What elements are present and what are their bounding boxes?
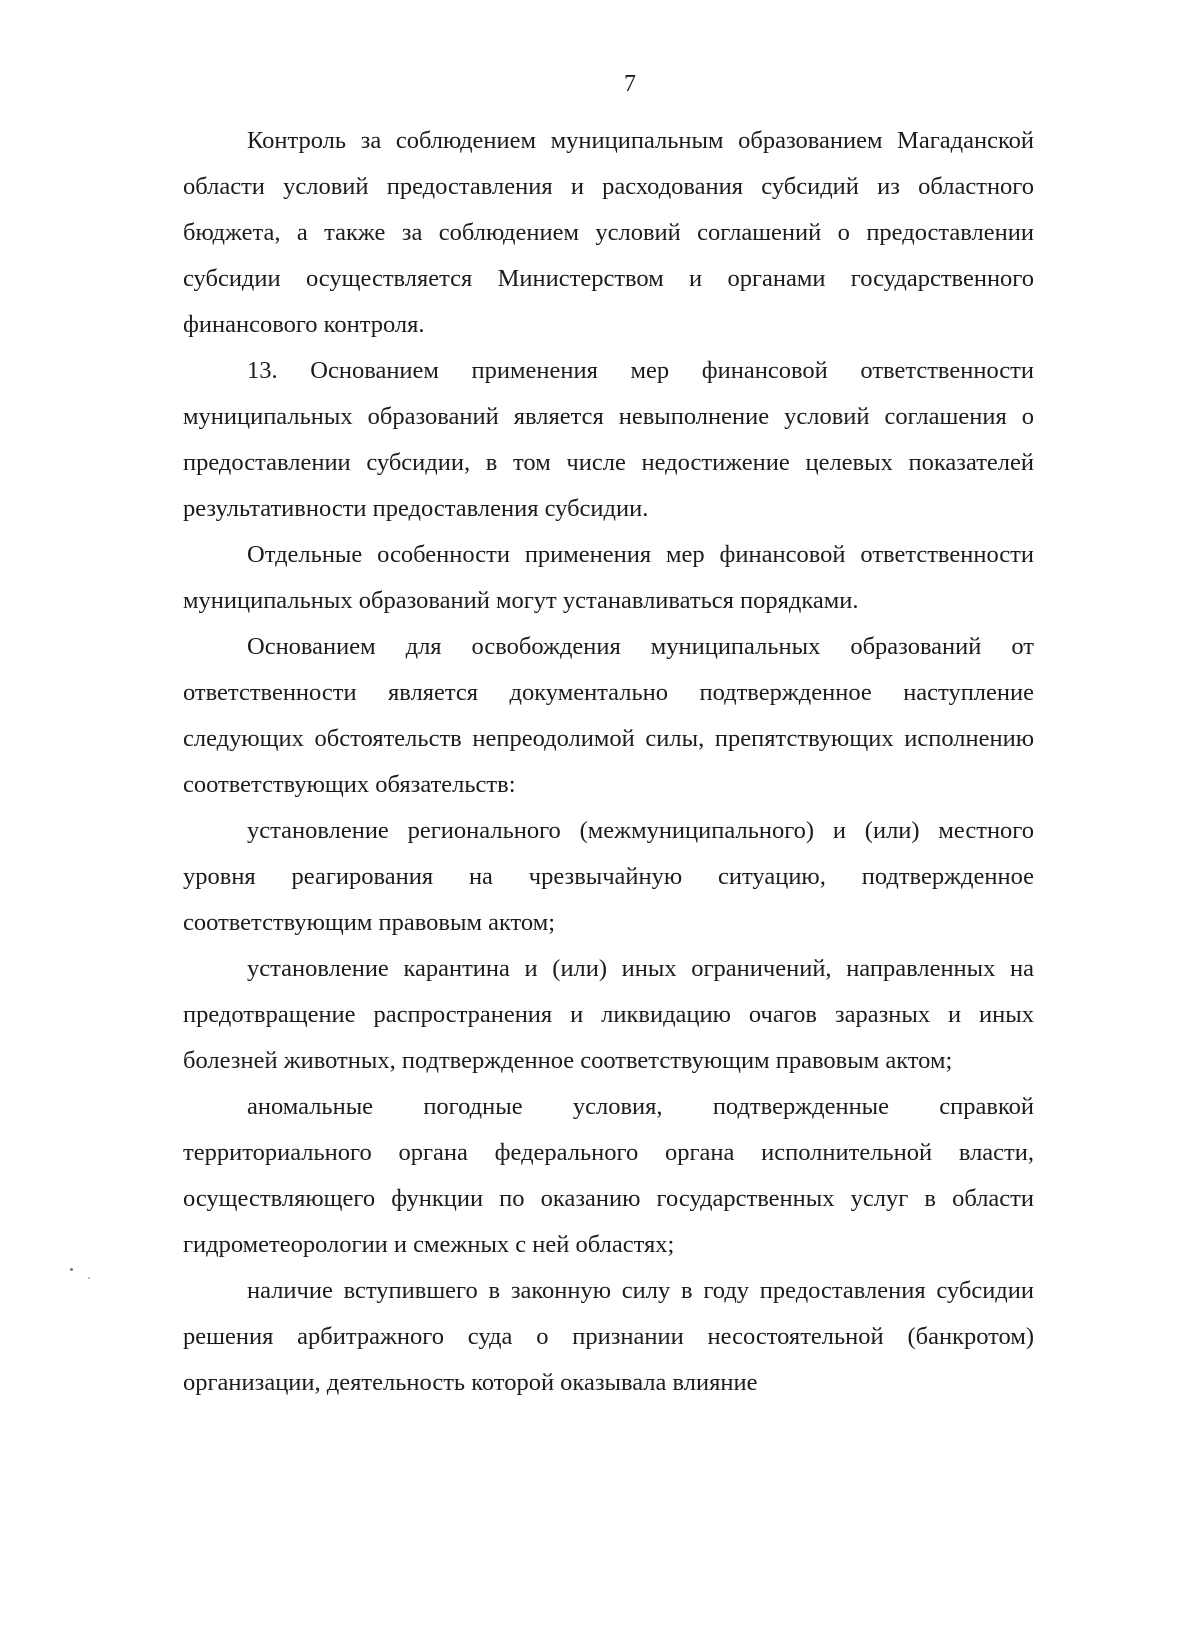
document-body (183, 118, 1034, 1406)
paragraph-special-features: Отдельные особенности применения мер финансовой ответственности муниципальных образований могут устанавливаться порядками. (183, 541, 1034, 614)
paragraph-bankruptcy: наличие вступившего в законную силу в году предоставления субсидии решения арбитражного суда о признании несостоятельной (банкротом) организации, деятельность которой оказывала влияние (183, 1277, 1034, 1396)
paragraph-weather: аномальные погодные условия, подтвержденные справкой территориального органа федерального органа исполнительной власти, осуществляющего функции по оказанию государственных услуг в области гидрометеорологии и смежных с ней областях; (183, 1093, 1034, 1258)
paragraph-quarantine: установление карантина и (или) иных ограничений, направленных на предотвращение распространения и ликвидацию очагов заразных и иных болезней животных, подтвержденное соответствующим правовым актом; (183, 955, 1034, 1074)
scan-speck (70, 1268, 73, 1271)
paragraph-control: Контроль за соблюдением муниципальным образованием Магаданской области условий предоставления и расходования субсидий из областного бюджета, а также за соблюдением условий соглашений о предоставлении субсидии осуществляется Министерством и органами государственного финансового контроля. (183, 127, 1034, 338)
paragraph-13-grounds: 13. Основанием применения мер финансовой ответственности муниципальных образований является невыполнение условий соглашения о предоставлении субсидии, в том числе недостижение целевых показателей результативности предоставления субсидии. (183, 357, 1034, 522)
scan-speck (88, 1277, 90, 1279)
paragraph-release-grounds: Основанием для освобождения муниципальных образований от ответственности является документально подтвержденное наступление следующих обстоятельств непреодолимой силы, препятствующих исполнению соответствующих обязательств: (183, 633, 1034, 798)
paragraph-emergency-level: установление регионального (межмуниципального) и (или) местного уровня реагирования на чрезвычайную ситуацию, подтвержденное соответствующим правовым актом; (183, 817, 1034, 936)
page-number: 7 (624, 71, 636, 97)
